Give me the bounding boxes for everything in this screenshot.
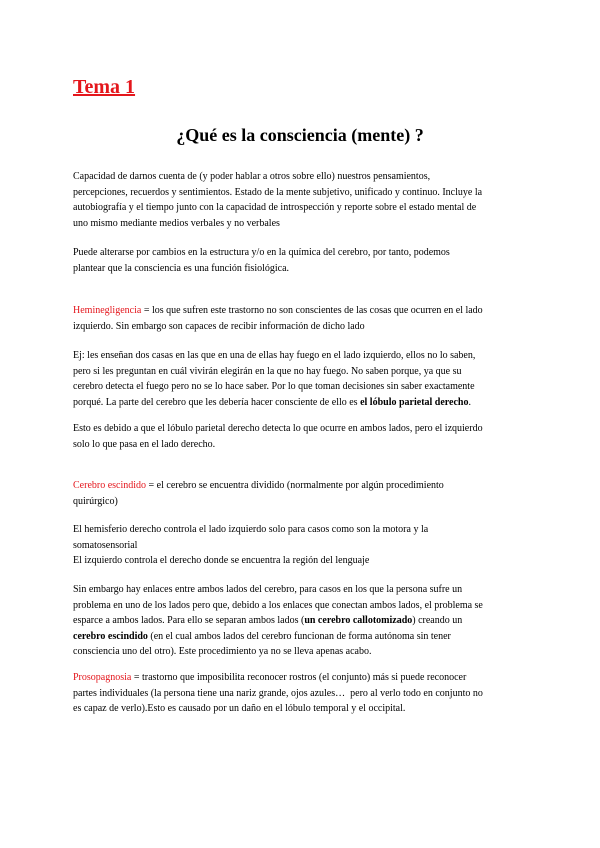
text-line: Puede alterarse por cambios en la estructura y/o en la química del cerebro, por tanto, podemos xyxy=(73,247,450,258)
text-segment: (en el cual ambos lados del cerebro funcionan de forma autónoma sin tener xyxy=(147,630,451,642)
text-line xyxy=(73,613,483,629)
paragraph-heminegligencia-ejemplo xyxy=(73,348,475,410)
emphasis-cerebro-escindido: cerebro escindido xyxy=(73,630,148,642)
text-line: problema en uno de los lados pero que, debido a los enlaces que conectan ambos lados, el problema se xyxy=(73,599,483,611)
topic-title: Tema 1 xyxy=(73,76,136,98)
text-line: plantear que la consciencia es una función fisiológica. xyxy=(73,262,290,274)
paragraph-prosopagnosia xyxy=(73,670,483,717)
text-segment: porqué. La parte del cerebro que les debería hacer consciente de ello es xyxy=(73,396,361,408)
paragraph-cerebro-escindido-definicion xyxy=(73,478,444,509)
text-line: Capacidad de darnos cuenta de (y poder hablar a otros sobre ello) nuestros pensamientos, xyxy=(73,171,431,182)
text-line: Ej: les enseñan dos casas en las que en una de ellas hay fuego en el lado izquierdo, ellos no lo saben, xyxy=(73,350,476,361)
text-line: somatosensorial xyxy=(73,539,138,551)
text-segment: = trastorno que imposibilita reconocer rostros (el conjunto) más si puede reconocer xyxy=(131,672,467,683)
text-line xyxy=(73,303,483,319)
text-line xyxy=(73,478,444,494)
text-line xyxy=(73,629,483,645)
text-line xyxy=(73,670,483,686)
text-line: solo lo que pasa en el lado derecho. xyxy=(73,438,216,450)
text-line: uno mismo mediante medios verbales y no verbales xyxy=(73,217,280,229)
text-line: Sin embargo hay enlaces entre ambos lados del cerebro, para casos en los que la persona sufre un xyxy=(73,584,463,595)
paragraph-heminegligencia-explicacion xyxy=(73,421,483,452)
text-segment: = el cerebro se encuentra dividido (normalmente por algún procedimiento xyxy=(146,480,444,491)
text-line: partes individuales (la persona tiene una nariz grande, ojos azules… pero al verlo todo en conjunto no xyxy=(73,687,483,699)
emphasis-lobulo-parietal-derecho: el lóbulo parietal derecho xyxy=(360,396,469,408)
paragraph-consciencia-definicion xyxy=(73,169,482,231)
text-segment: = los que sufren este trastorno no son conscientes de las cosas que ocurren en el lado xyxy=(141,305,483,316)
text-line: pero si les preguntan en cuál vivirán elegirán en la que no hay fuego. No saben porque, ya que su xyxy=(73,365,462,377)
text-segment: esparce a ambos lados. Para ello se separan ambos lados ( xyxy=(73,615,305,627)
text-segment: . xyxy=(468,396,471,408)
text-line: Esto es debido a que el lóbulo parietal derecho detecta lo que ocurre en ambos lados, pero el izquierdo xyxy=(73,423,483,434)
paragraph-consciencia-fisiologia xyxy=(73,245,450,276)
term-prosopagnosia: Prosopagnosia xyxy=(73,672,132,683)
emphasis-cerebro-callotomizado: un cerebro callotomizado xyxy=(304,615,413,627)
text-line: es capaz de verlo).Esto es causado por un daño en el lóbulo temporal y el occipital. xyxy=(73,703,406,715)
text-line: quirúrgico) xyxy=(73,495,118,507)
text-line: izquierdo. Sin embargo son capaces de recibir información de dicho lado xyxy=(73,320,365,332)
text-line: El izquierdo controla el derecho donde se encuentra la región del lenguaje xyxy=(73,555,370,567)
text-line: El hemisferio derecho controla el lado izquierdo solo para casos como son la motora y la xyxy=(73,524,429,535)
term-cerebro-escindido: Cerebro escindido xyxy=(73,480,147,491)
term-heminegligencia: Heminegligencia xyxy=(73,305,142,316)
text-segment: ) creando un xyxy=(412,615,463,627)
text-line: percepciones, recuerdos y sentimientos. Estado de la mente subjetivo, unificado y continuo. Incluye la xyxy=(73,186,483,198)
paragraph-heminegligencia-definicion xyxy=(73,303,483,334)
text-line xyxy=(73,395,475,411)
section-heading: ¿Qué es la consciencia (mente) ? xyxy=(176,125,424,145)
text-line: consciencia uno del otro). Este procedimiento ya no se lleva apenas acabo. xyxy=(73,646,372,658)
paragraph-hemisferios xyxy=(73,522,428,569)
text-line: autobiografía y el tiempo junto con la capacidad de introspección y reporte sobre el estado mental de xyxy=(73,202,477,214)
paragraph-enlaces xyxy=(73,582,483,660)
text-line: cerebro detecta el fuego pero no se lo hace saber. Por lo que toman decisiones sin saber exactamente xyxy=(73,381,475,393)
